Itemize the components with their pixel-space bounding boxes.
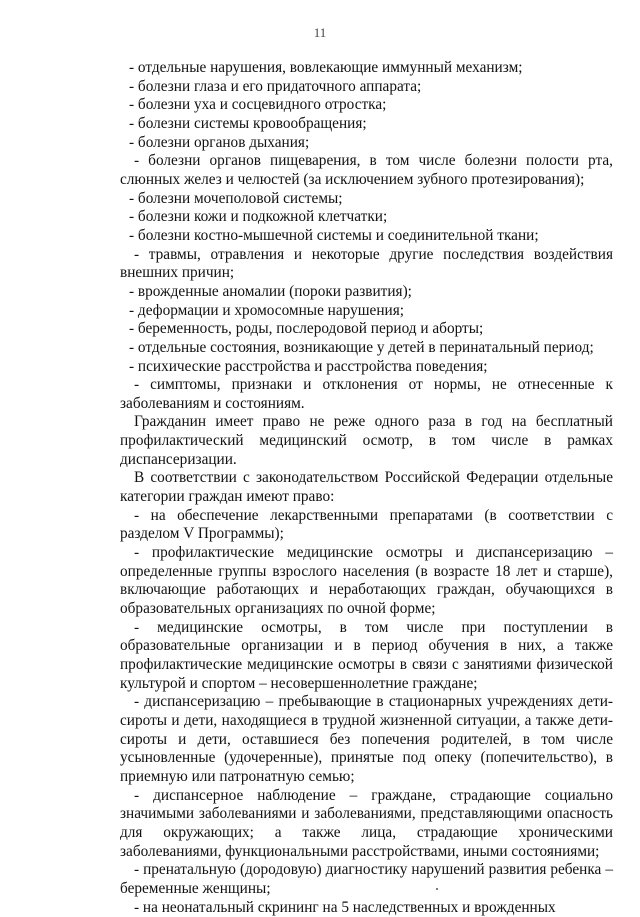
paragraph: - беременность, роды, послеродовой период и аборты; (129, 320, 484, 338)
scan-speck (436, 888, 438, 890)
page-number: 11 (313, 25, 327, 40)
paragraph: - болезни системы кровообращения; (129, 114, 367, 132)
document-body (120, 59, 613, 917)
paragraph: - психические расстройства и расстройства поведения; (129, 357, 488, 375)
paragraph: - болезни глаза и его придаточного аппарата; (129, 77, 422, 95)
paragraph: - диспансерное наблюдение – граждане, страдающие социально значимыми заболеваниями и заболеваниями, представляющими опасность для окружающих; а также лица, страдающие хроническими заболеваниями, функциональными расстройствами, иными состояниями; (120, 786, 613, 860)
paragraph: - болезни органов пищеварения, в том числе болезни полости рта, слюнных желез и челюстей (за исключением зубного протезирования); (120, 152, 613, 188)
paragraph: Гражданин имеет право не реже одного раза в год на бесплатный профилактический медицинский осмотр, в том числе в рамках диспансеризации. (120, 413, 613, 468)
paragraph: - отдельные нарушения, вовлекающие иммунный механизм; (129, 59, 523, 76)
paragraph: - травмы, отравления и некоторые другие последствия воздействия внешних причин; (120, 245, 613, 282)
paragraph: - болезни кожи и подкожной клетчатки; (129, 208, 388, 226)
paragraph: - диспансеризацию – пребывающие в стационарных учреждениях дети-сироты и дети, находящиеся в трудной жизненной ситуации, а также дети-сироты и дети, оставшиеся без попечения родителей, в том числе усыновленные (удочеренные), принятые под опеку (попечительство), в приемную или патронатную семью; (120, 693, 613, 785)
paragraph: - отдельные состояния, возникающие у детей в перинатальный период; (129, 338, 594, 356)
paragraph: - болезни уха и сосцевидного отростка; (129, 96, 387, 114)
paragraph: - на обеспечение лекарственными препаратами (в соответствии с разделом V Программы); (120, 506, 613, 543)
paragraph: В соответствии с законодательством Российской Федерации отдельные категории граждан имеют право: (120, 469, 613, 506)
paragraph: - болезни органов дыхания; (129, 133, 310, 151)
paragraph: - болезни костно-мышечной системы и соединительной ткани; (129, 226, 539, 244)
paragraph: - врожденные аномалии (пороки развития); (129, 282, 412, 300)
paragraph: - пренатальную (дородовую) диагностику нарушений развития ребенка – беременные женщины; (120, 861, 613, 897)
paragraph: - на неонатальный скрининг на 5 наследственных и врожденных (134, 898, 556, 916)
paragraph: - симптомы, признаки и отклонения от нормы, не отнесенные к заболеваниям и состояниям. (120, 376, 613, 412)
paragraph: - деформации и хромосомные нарушения; (129, 301, 404, 319)
paragraph: - профилактические медицинские осмотры и диспансеризацию – определенные группы взрослого населения (в возрасте 18 лет и старше), включающие работающих и неработающих граждан, обучающихся в образовательных организациях по очной форме; (120, 544, 613, 618)
paragraph: - медицинские осмотры, в том числе при поступлении в образовательные организации и в период обучения в них, а также профилактические медицинские осмотры в связи с занятиями физической культурой и спортом – несовершеннолетние граждане; (120, 618, 613, 692)
paragraph: - болезни мочеполовой системы; (129, 189, 343, 207)
